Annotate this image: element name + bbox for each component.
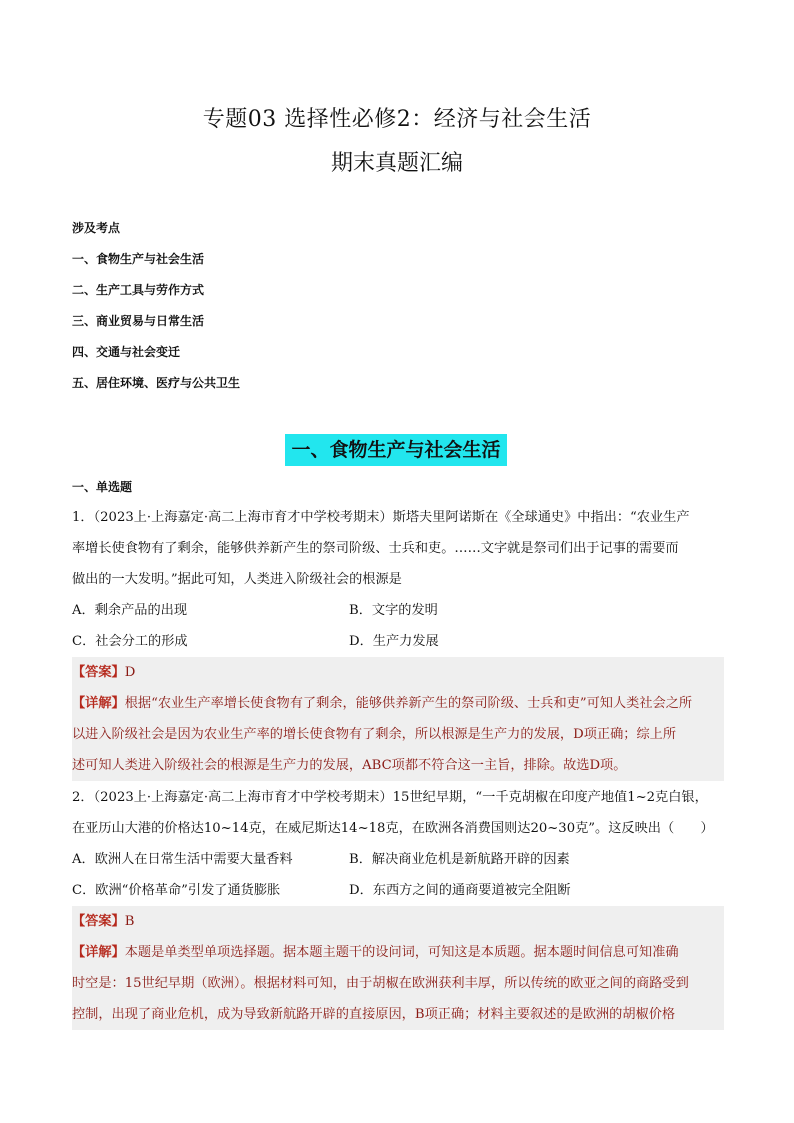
question-line: 做出的一大发明。”据此可知，人类进入阶级社会的根源是 — [72, 572, 402, 587]
question-2-options-row — [72, 844, 727, 875]
question-line: 2．（2023上·上海嘉定·高二上海市育才中学校考期末）15世纪早期，“一千克胡椒在印度产地值1~2克白银， — [72, 790, 708, 805]
topic-item: 三、商业贸易与日常生活 — [72, 314, 205, 328]
answer-tag: 【答案】 — [72, 914, 125, 929]
detail-line: 以进入阶级社会是因为农业生产率的增长使食物有了剩余，所以根源是生产力的发展，D项正确；综上所 — [72, 727, 677, 742]
question-2-stem — [72, 782, 727, 844]
detail-line: 控制，出现了商业危机，成为导致新航路开辟的直接原因，B项正确；材料主要叙述的是欧洲的胡椒价格 — [72, 1007, 676, 1022]
answer-line — [72, 906, 724, 937]
question-1-options-row — [72, 626, 727, 657]
answer-value: B — [124, 914, 135, 929]
detail-text: 根据“农业生产率增长使食物有了剩余，能够供养新产生的祭司阶级、士兵和吏”可知人类社会之所 — [124, 696, 693, 711]
option-a: A．剩余产品的出现 — [72, 603, 188, 618]
option-d: D．生产力发展 — [349, 634, 439, 649]
question-1-stem — [72, 502, 727, 595]
option-c: C．欧洲“价格革命”引发了通货膨胀 — [72, 883, 281, 898]
question-2-answer-block — [72, 906, 724, 1030]
detail-text: 本题是单类型单项选择题。据本题主题干的设问词，可知这是本质题。据本题时间信息可知准确 — [124, 945, 679, 960]
detail-tag: 【详解】 — [72, 696, 125, 711]
option-c: C．社会分工的形成 — [72, 634, 188, 649]
section-title: 一、食物生产与社会生活 — [285, 434, 507, 466]
topics-list — [72, 218, 240, 404]
detail-line: 时空是：15世纪早期（欧洲）。根据材料可知，由于胡椒在欧洲获利丰厚，所以传统的欧亚之间的商路受到 — [72, 976, 689, 991]
detail-line — [72, 688, 724, 719]
topic-item: 四、交通与社会变迁 — [72, 345, 181, 359]
question-1-answer-block — [72, 657, 724, 781]
answer-line — [72, 657, 724, 688]
question-line: 1．（2023上·上海嘉定·高二上海市育才中学校考期末）斯塔夫里阿诺斯在《全球通史》中指出：“农业生产 — [72, 510, 690, 525]
option-a: A．欧洲人在日常生活中需要大量香料 — [72, 852, 293, 867]
document-subtitle: 期末真题汇编 — [330, 151, 463, 176]
section-subheading: 一、单选题 — [72, 480, 133, 494]
detail-tag: 【详解】 — [72, 945, 125, 960]
question-1-options-row — [72, 595, 727, 626]
topic-item: 五、居住环境、医疗与公共卫生 — [72, 376, 241, 390]
question-line: 率增长使食物有了剩余，能够供养新产生的祭司阶级、士兵和吏。……文字就是祭司们出于记事的需要而 — [72, 541, 679, 556]
answer-value: D — [124, 665, 136, 680]
answer-tag: 【答案】 — [72, 665, 125, 680]
detail-line: 述可知人类进入阶级社会的根源是生产力的发展，ABC项都不符合这一主旨，排除。故选D项。 — [72, 758, 627, 773]
topic-item: 一、食物生产与社会生活 — [72, 252, 205, 266]
detail-line — [72, 937, 724, 968]
question-2-options-row — [72, 875, 727, 906]
option-d: D．东西方之间的通商要道被完全阻断 — [349, 883, 571, 898]
document-title: 专题03 选择性必修2：经济与社会生活 — [202, 107, 592, 132]
option-b: B．解决商业危机是新航路开辟的因素 — [349, 852, 570, 867]
topics-heading: 涉及考点 — [72, 221, 121, 235]
question-line: 在亚历山大港的价格达10~14克，在威尼斯达14~18克，在欧洲各消费国则达20~30克”。这反映出（ ） — [72, 821, 714, 836]
topic-item: 二、生产工具与劳作方式 — [72, 283, 205, 297]
option-b: B．文字的发明 — [349, 603, 438, 618]
